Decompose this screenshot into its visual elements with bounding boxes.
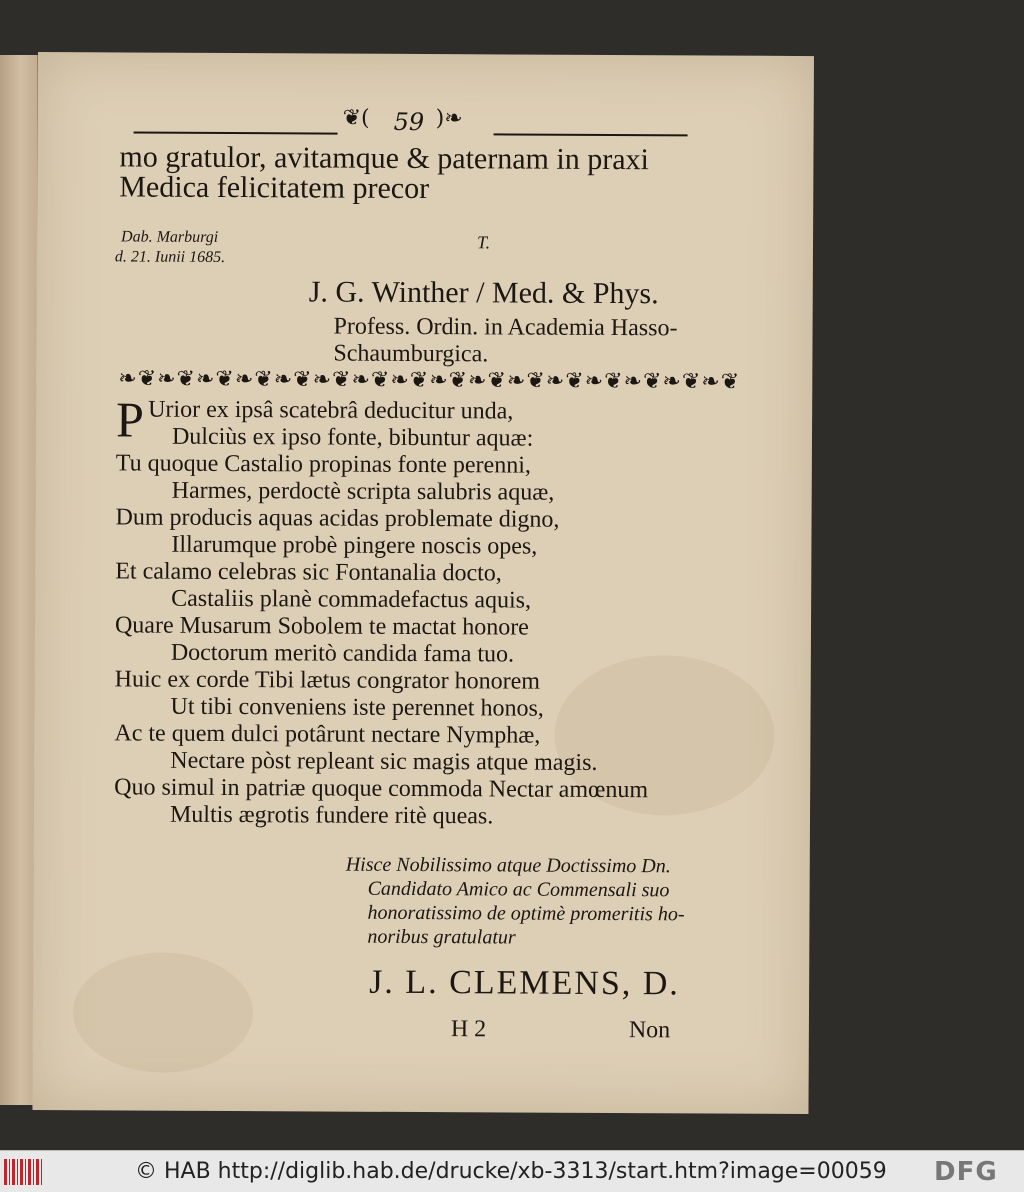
poem-line-4: Harmes, perdoctè scripta salubris aquæ, xyxy=(171,477,555,506)
poem-line-8: Castaliis planè commadefactus aquis, xyxy=(171,585,532,614)
dedication-line-4: noribus gratulatur xyxy=(367,925,516,949)
poem-line-16: Multis ægrotis fundere ritè queas. xyxy=(169,801,494,830)
book-page xyxy=(32,52,814,1114)
poem-line-7: Et calamo celebras sic Fontanalia docto, xyxy=(115,558,502,587)
clemens-signature: J. L. CLEMENS, D. xyxy=(369,963,680,1003)
header-rule-right xyxy=(494,133,688,136)
poem-line-1: Urior ex ipsâ scatebrâ deducitur unda, xyxy=(148,396,514,425)
dedication-line-3: honoratissimo de optimè promeritis ho- xyxy=(367,901,685,926)
opening-line-2: Medica felicitatem precor xyxy=(119,170,430,206)
ornament-band: ❧❦❧❦❧❦❧❦❧❦❧❦❧❦❧❦❧❦❧❦❧❦❧❦❧❦❧❦❧❦❧❦ xyxy=(118,366,741,395)
dfg-logo: DFG xyxy=(934,1157,998,1187)
viewer-footer xyxy=(0,1150,1024,1192)
dedication-line-1: Hisce Nobilissimo atque Doctissimo Dn. xyxy=(345,853,671,878)
poem-line-9: Quare Musarum Sobolem te mactat honore xyxy=(114,612,529,641)
poem-line-6: Illarumque probè pingere noscis opes, xyxy=(171,531,538,560)
poem-line-11: Huic ex corde Tibi lætus congrator honorem xyxy=(114,666,541,695)
poem-line-3: Tu quoque Castalio propinas fonte perenni, xyxy=(115,450,531,479)
catchword: Non xyxy=(628,1017,671,1044)
hab-logo-icon xyxy=(4,1159,44,1185)
poem-line-2: Dulciùs ex ipso fonte, bibuntur aquæ: xyxy=(171,423,534,452)
winther-signature-line-3: Schaumburgica. xyxy=(333,340,489,368)
poem-line-5: Dum producis aquas acidas problemate digno, xyxy=(115,504,560,533)
date-note-line-1: Dab. Marburgi xyxy=(120,228,219,246)
dedication-line-2: Candidato Amico ac Commensali suo xyxy=(367,877,670,902)
winther-signature-line-2: Profess. Ordin. in Academia Hasso- xyxy=(333,313,678,342)
date-note-line-2: d. 21. Iunii 1685. xyxy=(114,248,226,266)
copyright-link[interactable]: © HAB http://diglib.hab.de/drucke/xb-3313/start.htm?image=00059 xyxy=(135,1159,887,1184)
poem-dropcap: P xyxy=(115,391,145,448)
signature-mark: H 2 xyxy=(450,1016,487,1043)
opening-line-1: mo gratulor, avitamque & paternam in praxi xyxy=(119,140,649,177)
page-number: 59 xyxy=(393,107,425,137)
t-mark: T. xyxy=(476,232,491,253)
poem-line-10: Doctorum meritò candida fama tuo. xyxy=(170,639,515,668)
poem-line-13: Ac te quem dulci potârunt nectare Nymphæ, xyxy=(114,720,541,749)
poem-line-12: Ut tibi conveniens iste perennet honos, xyxy=(170,693,544,722)
ornament-right: )❧ xyxy=(435,106,463,132)
poem-line-15: Quo simul in patriæ quoque commoda Nectar amœnum xyxy=(114,774,649,804)
header-rule-left xyxy=(134,132,338,135)
winther-signature-line-1: J. G. Winther / Med. & Phys. xyxy=(308,275,659,311)
ornament-left: ❦( xyxy=(342,105,370,131)
poem-line-14: Nectare pòst repleant sic magis atque magis. xyxy=(170,747,598,776)
